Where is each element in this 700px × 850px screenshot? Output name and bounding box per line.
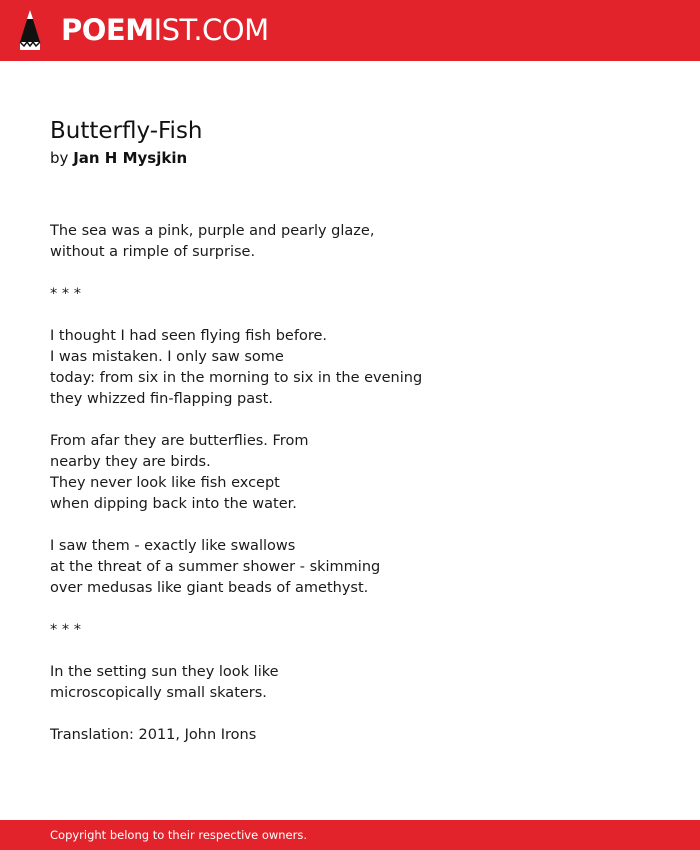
poem-line: without a rimple of surprise.	[50, 244, 256, 260]
poem-line: at the threat of a summer shower - skimming	[50, 559, 381, 575]
poem-line: I saw them - exactly like swallows	[50, 538, 296, 554]
poem-line: They never look like fish except	[50, 475, 280, 491]
brand-name-bold: POEM	[61, 13, 154, 47]
stanza	[50, 662, 650, 704]
poem-body	[50, 221, 650, 746]
poem-line: over medusas like giant beads of amethyst.	[50, 580, 369, 596]
separator-line: * * *	[50, 286, 81, 302]
byline	[50, 146, 650, 170]
stanza	[50, 431, 650, 515]
copyright-notice: Copyright belong to their respective owners.	[50, 828, 308, 842]
pencil-tip-icon[interactable]	[18, 9, 42, 51]
poem-line: they whizzed fin-flapping past.	[50, 391, 273, 407]
poem-content	[50, 116, 650, 767]
poem-title: Butterfly-Fish	[50, 118, 203, 144]
site-footer	[0, 820, 700, 850]
poem-line: I was mistaken. I only saw some	[50, 349, 284, 365]
poem-line: I thought I had seen flying fish before.	[50, 328, 327, 344]
poem-line: The sea was a pink, purple and pearly glaze,	[50, 223, 375, 239]
site-header	[0, 0, 700, 61]
author-name: Jan H Mysjkin	[73, 149, 188, 167]
stanza-separator	[50, 620, 650, 641]
stanza	[50, 536, 650, 599]
poem-line: today: from six in the morning to six in the evening	[50, 370, 423, 386]
brand-name-light: IST.COM	[153, 13, 269, 47]
translation-line: Translation: 2011, John Irons	[50, 727, 257, 743]
poem-line: nearby they are birds.	[50, 454, 211, 470]
poem-line: when dipping back into the water.	[50, 496, 297, 512]
stanza-separator	[50, 284, 650, 305]
translation-credit	[50, 725, 650, 746]
poem-line: microscopically small skaters.	[50, 685, 267, 701]
poem-line: In the setting sun they look like	[50, 664, 279, 680]
separator-line: * * *	[50, 622, 81, 638]
byline-prefix: by	[50, 149, 69, 167]
poem-line: From afar they are butterflies. From	[50, 433, 309, 449]
site-logo-link[interactable]	[61, 12, 269, 48]
stanza	[50, 326, 650, 410]
stanza	[50, 221, 650, 263]
